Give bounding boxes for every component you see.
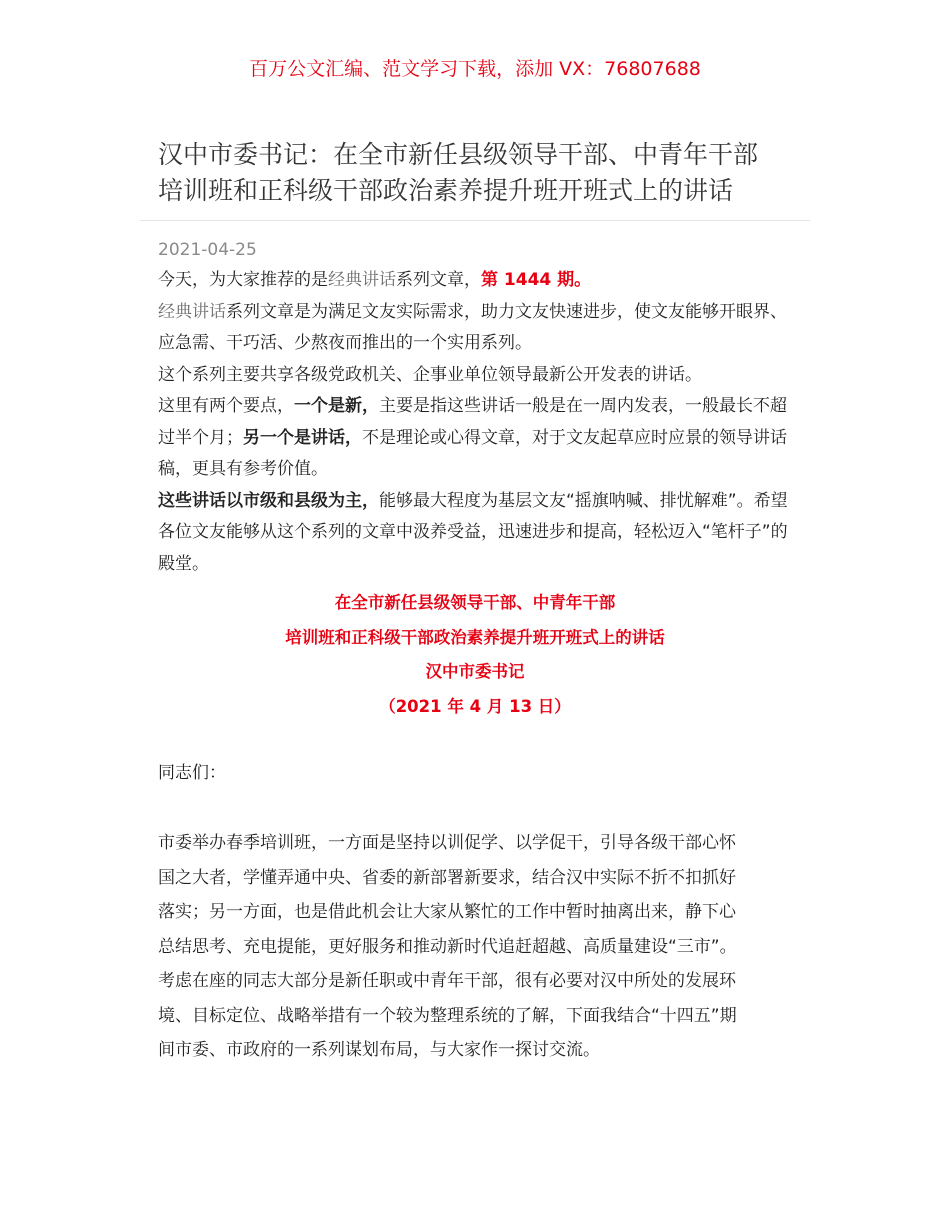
speech-header: [0, 586, 950, 724]
intro-text: 系列文章是为满足文友实际需求，助力文友快速进步，使文友能够开眼界、应急需、干巧活、少熬夜而推出的一个实用系列。: [158, 301, 787, 353]
title-divider: [140, 220, 810, 221]
intro-text: 系列文章，: [396, 270, 481, 290]
intro-paragraph: 这个系列主要共享各级党政机关、企事业单位领导最新公开发表的讲话。: [158, 364, 702, 385]
intro-text: 主要是指这些讲话一般是在一周内发表，一般最长不超过半个月；: [158, 396, 787, 448]
article-title-line: 培训班和正科级干部政治素养提升班开班式上的讲话: [158, 176, 734, 205]
intro-paragraph: [158, 265, 792, 297]
body-line: 市委举办春季培训班，一方面是坚持以训促学、以学促干，引导各级干部心怀: [158, 833, 736, 853]
intro-paragraph: [158, 297, 792, 360]
series-name: 经典讲话: [158, 301, 226, 322]
intro-paragraph: [158, 391, 792, 486]
speech-title-line: 培训班和正科级干部政治素养提升班开班式上的讲话: [285, 627, 665, 647]
body-line: 间市委、市政府的一系列谋划布局，与大家作一探讨交流。: [158, 1040, 600, 1060]
body-line: 境、目标定位、战略举措有一个较为整理系统的了解，下面我结合“十四五”期: [158, 1005, 737, 1026]
issue-number: 第 1444 期。: [481, 270, 592, 290]
body-line: 考虑在座的同志大部分是新任职或中青年干部，很有必要对汉中所处的发展环: [158, 971, 736, 991]
intro-emphasis: 一个是新，: [294, 396, 379, 416]
intro-text: 今天，为大家推荐的是: [158, 270, 328, 290]
intro-emphasis: 另一个是讲话，: [243, 427, 362, 448]
body-line: 落实；另一方面，也是借此机会让大家从繁忙的工作中暂时抽离出来，静下心: [158, 902, 736, 922]
article-title-line: 汉中市委书记：在全市新任县级领导干部、中青年干部: [158, 140, 759, 169]
article-title: [158, 137, 798, 209]
intro-text: 不是理论或心得文章，对于文友起草应时应景的领导讲话稿，更具有参考价值。: [158, 427, 787, 479]
intro-text: 能够最大程度为基层文友“摇旗呐喊、排忧解难”。希望各位文友能够从这个系列的文章中汲养受益，迅速进步和提高，轻松迈入“笔杆子”的殿堂。: [158, 490, 788, 574]
series-name: 经典讲话: [328, 270, 396, 290]
promo-banner: 百万公文汇编、范文学习下载，添加 VX：76807688: [249, 58, 701, 80]
speech-author: 汉中市委书记: [425, 662, 525, 681]
publish-date: 2021-04-25: [158, 240, 257, 260]
greeting: 同志们：: [158, 763, 226, 783]
speech-title-line: 在全市新任县级领导干部、中青年干部: [334, 593, 616, 612]
speech-date: （2021 年 4 月 13 日）: [379, 696, 571, 716]
intro-section: [158, 265, 792, 580]
intro-emphasis: 这些讲话以市级和县级为主，: [158, 490, 379, 511]
speech-body: [158, 826, 792, 1068]
intro-text: 这里有两个要点，: [158, 396, 294, 416]
intro-paragraph: [158, 486, 792, 581]
body-line: 国之大者，学懂弄通中央、省委的新部署新要求，结合汉中实际不折不扣抓好: [158, 867, 736, 888]
body-line: 总结思考、充电提能，更好服务和推动新时代追赶超越、高质量建设“三市”。: [158, 936, 737, 957]
